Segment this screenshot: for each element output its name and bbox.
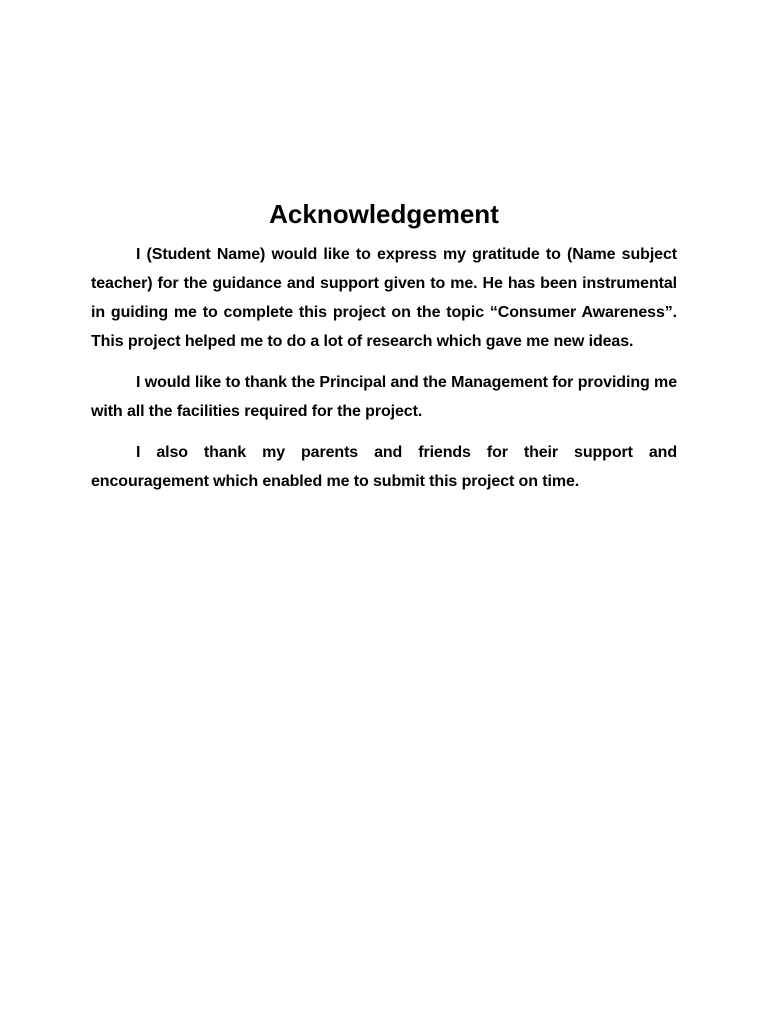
paragraph-gratitude: I (Student Name) would like to express my gratitude to (Name subject teacher) for the guidance and support given to me. He has been instrumental in guiding me to complete this project on the topic “Consumer Awareness”. This project helped me to do a lot of research which gave me new ideas. (91, 246, 677, 350)
document-title: Acknowledgement (269, 199, 499, 229)
paragraph-parents: I also thank my parents and friends for their support and encouragement which enabled me to submit this project on time. (91, 444, 677, 490)
paragraph-principal: I would like to thank the Principal and the Management for providing me with all the facilities required for the project. (91, 374, 677, 420)
document-body (91, 196, 677, 508)
